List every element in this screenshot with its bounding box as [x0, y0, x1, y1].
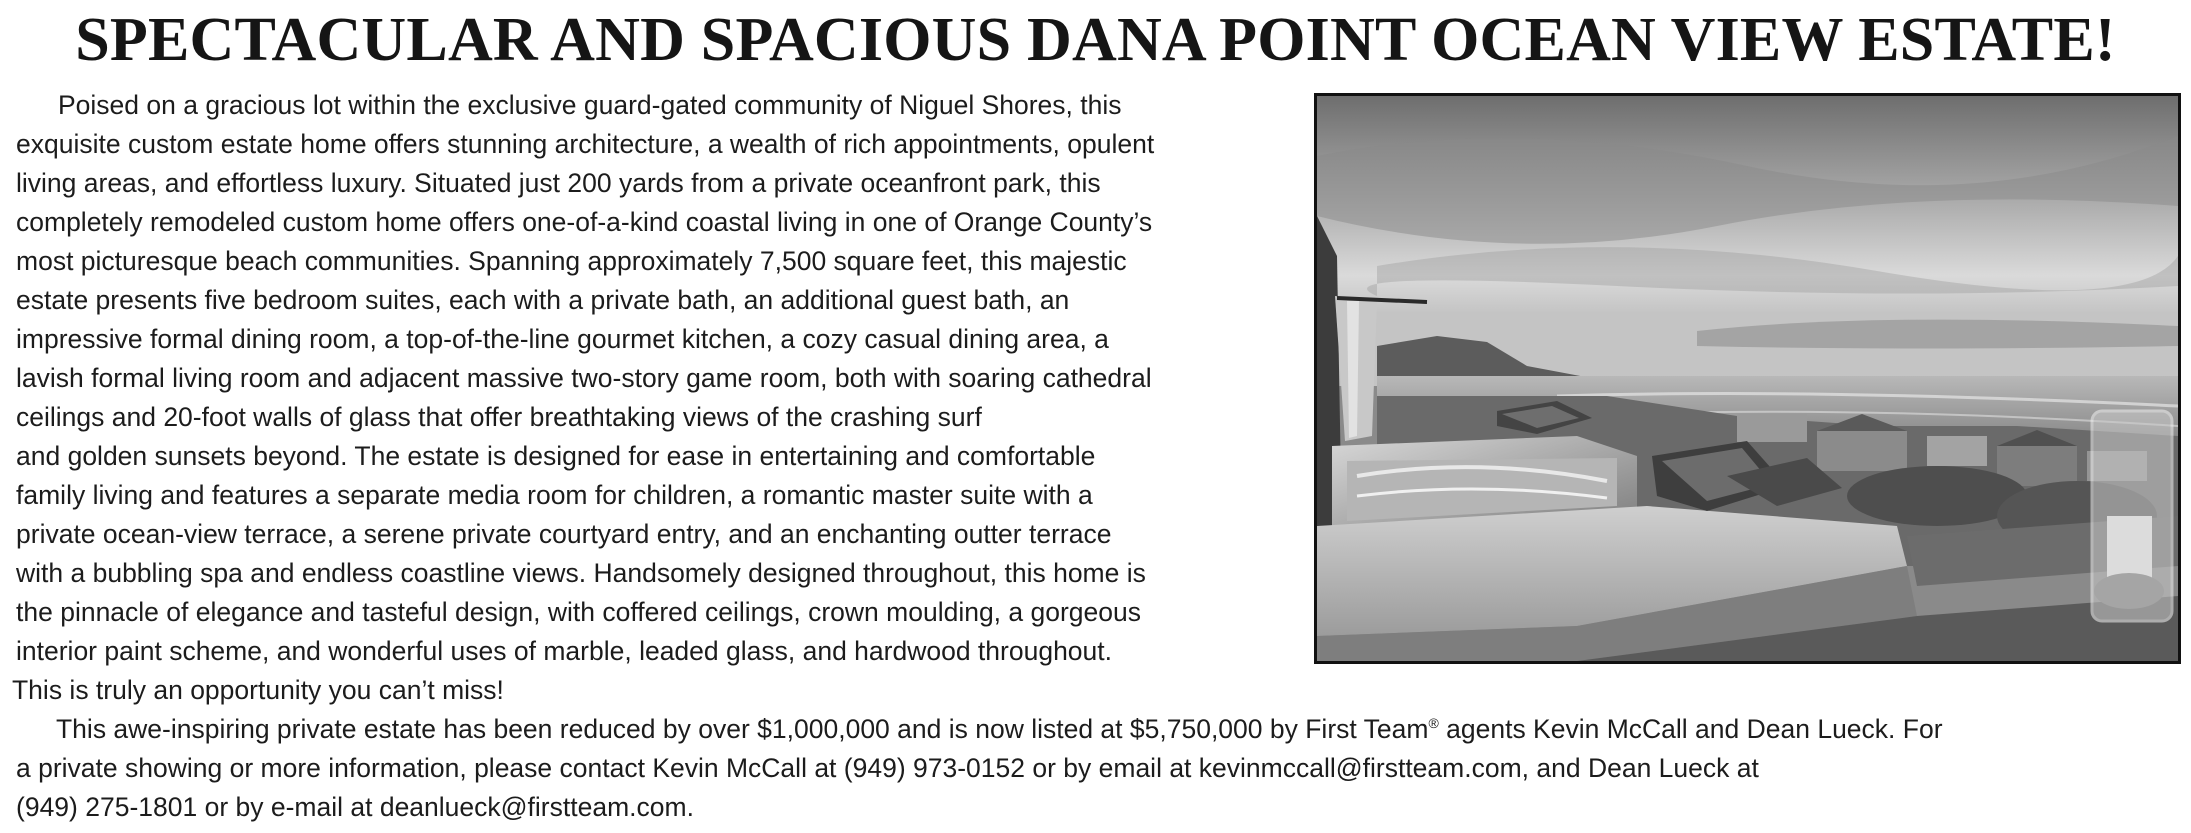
listing-price-text: This awe-inspiring private estate has been reduced by over $1,000,000 and is now listed at $5,750,000 by First Team: [56, 714, 1429, 744]
headline: SPECTACULAR AND SPACIOUS DANA POINT OCEAN VIEW ESTATE!: [75, 6, 2116, 74]
estate-photo: [1314, 93, 2181, 664]
paragraph-line: with a bubbling spa and endless coastline views. Handsomely designed throughout, this home is: [16, 558, 1146, 588]
paragraph-line: lavish formal living room and adjacent massive two-story game room, both with soaring cathedral: [16, 363, 1152, 393]
paragraph-line: estate presents five bedroom suites, each with a private bath, an additional guest bath, an: [16, 285, 1070, 315]
paragraph-line: the pinnacle of elegance and tasteful design, with coffered ceilings, crown moulding, a gorgeous: [16, 597, 1142, 627]
paragraph-line: a private showing or more information, please contact Kevin McCall at (949) 973-0152 or by email at kevinmccall@firstteam.com, and Dean Lueck at: [16, 753, 1759, 783]
paragraph-line: impressive formal dining room, a top-of-the-line gourmet kitchen, a cozy casual dining area, a: [16, 324, 1109, 354]
paragraph-line: and golden sunsets beyond. The estate is designed for ease in entertaining and comfortable: [16, 441, 1096, 471]
paragraph-line: interior paint scheme, and wonderful uses of marble, leaded glass, and hardwood throughout.: [16, 636, 1113, 666]
paragraph-line: exquisite custom estate home offers stunning architecture, a wealth of rich appointments, opulent: [16, 129, 1155, 159]
registered-mark: ®: [1428, 715, 1439, 731]
listing-paragraph: [16, 710, 2176, 827]
paragraph-line: [16, 710, 2176, 749]
paragraph-line: ceilings and 20-foot walls of glass that offer breathtaking views of the crashing surf: [16, 402, 982, 432]
description-paragraph: [12, 86, 1316, 710]
agents-text: agents Kevin McCall and Dean Lueck. For: [1438, 714, 1943, 744]
paragraph-line: This is truly an opportunity you can’t miss!: [12, 675, 504, 705]
paragraph-line: living areas, and effortless luxury. Situated just 200 yards from a private oceanfront park, this: [16, 168, 1101, 198]
paragraph-line: private ocean-view terrace, a serene private courtyard entry, and an enchanting outter terrace: [16, 519, 1112, 549]
paragraph-line: Poised on a gracious lot within the exclusive guard-gated community of Niguel Shores, this: [58, 90, 1122, 120]
paragraph-line: family living and features a separate media room for children, a romantic master suite with a: [16, 480, 1093, 510]
paragraph-line: (949) 275-1801 or by e-mail at deanlueck@firstteam.com.: [16, 792, 694, 822]
paragraph-line: completely remodeled custom home offers one-of-a-kind coastal living in one of Orange County’s: [16, 207, 1153, 237]
rooftop-ocean-view-image: [1317, 96, 2178, 661]
paragraph-line: most picturesque beach communities. Spanning approximately 7,500 square feet, this majestic: [16, 246, 1127, 276]
